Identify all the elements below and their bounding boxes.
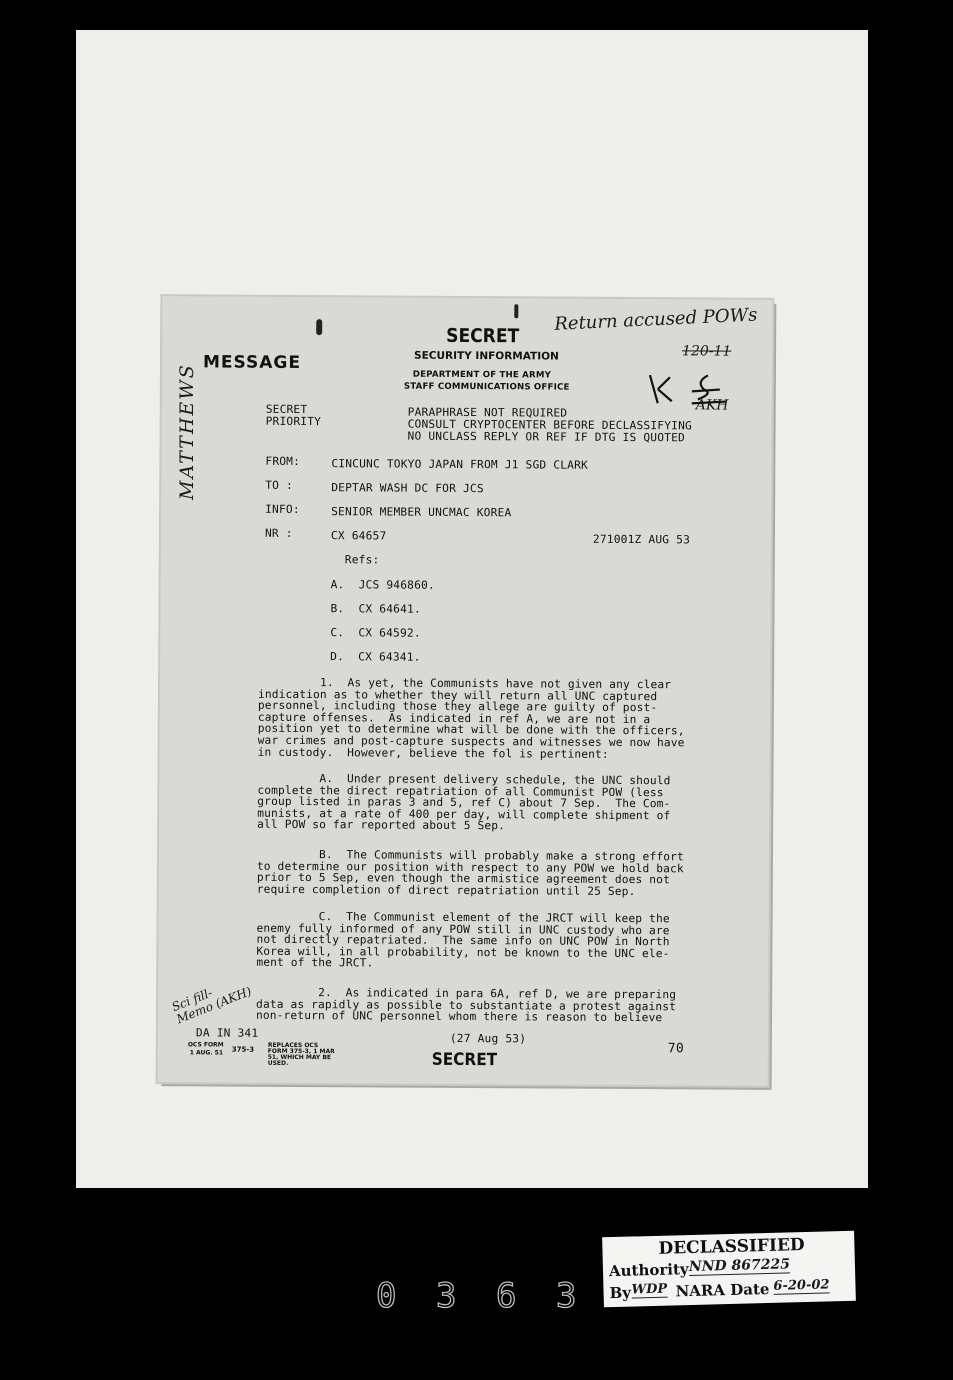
message-date: (27 Aug 53) — [449, 1031, 527, 1046]
da-in-number: DA IN 341 — [195, 1026, 259, 1040]
punch-hole — [316, 319, 322, 335]
ref-value: JCS 946860. — [358, 578, 435, 592]
handling-line-1: PARAPHRASE NOT REQUIRED — [407, 405, 568, 420]
declassification-stamp — [602, 1231, 856, 1308]
handwritten-note-top: Return accused POWs — [553, 304, 758, 335]
struck-number: 120-11 — [682, 343, 732, 360]
ref-letter: D. — [330, 650, 345, 664]
punch-hole — [514, 304, 518, 318]
ref-value: CX 64341. — [358, 650, 421, 664]
form-replaces: REPLACES OCS FORM 375-3, 1 MAR 51, WHICH MAY BE USED. — [267, 1041, 335, 1067]
department-name: DEPARTMENT OF THE ARMY — [412, 369, 552, 381]
frame-digit: 3 — [556, 1276, 577, 1316]
handwritten-initials: AKH — [695, 397, 729, 414]
from-value: CINCUNC TOKYO JAPAN FROM J1 SGD CLARK — [331, 457, 589, 472]
message-label: MESSAGE — [202, 352, 302, 373]
handling-line-2: CONSULT CRYPTOCENTER BEFORE DECLASSIFYING — [407, 417, 693, 433]
nr-value: CX 64657 — [330, 529, 387, 543]
authority-value: NND 867225 — [688, 1256, 791, 1276]
paragraph-1: 1. As yet, the Communists have not given any clear indication as to whether they will return all UNC captured personnel, including those they allege are guilty of post- capture offenses. As indicated in ref A, we are not in a position yet to determine what will be done with the officers, war crimes and post-capture suspects and witnesses we now have in custody. However, believe the fol is pertinent: — [257, 675, 685, 761]
handwritten-margin-name: MATTHEWS — [176, 363, 198, 500]
form-name: OCS FORM — [187, 1041, 224, 1049]
frame-digit: 6 — [496, 1276, 517, 1316]
form-date: 1 AUG. 51 — [189, 1049, 224, 1057]
refs-label: Refs: — [344, 553, 380, 567]
page-number: 70 — [667, 1041, 684, 1057]
ref-letter: B. — [330, 602, 345, 616]
date-time-group: 271001Z AUG 53 — [592, 532, 691, 547]
ref-value: CX 64592. — [358, 626, 421, 640]
to-label: TO : — [265, 478, 294, 492]
handwritten-note-bottom: Sci fill- Memo (AKH) — [169, 984, 254, 1027]
nara-date-value: 6-20-02 — [773, 1277, 830, 1294]
authority-label: Authority — [608, 1260, 689, 1281]
form-number: 375-3 — [231, 1045, 255, 1054]
ref-letter: A. — [330, 578, 345, 592]
to-value: DEPTAR WASH DC FOR JCS — [331, 481, 484, 496]
nara-date-label: NARA Date — [675, 1279, 770, 1301]
info-label: INFO: — [265, 502, 300, 516]
handling-line-3: NO UNCLASS REPLY OR REF IF DTG IS QUOTED — [407, 429, 686, 445]
by-label: By — [609, 1283, 632, 1303]
by-value: WDP — [631, 1281, 668, 1298]
handwritten-marks-icon — [644, 371, 734, 408]
classification: SECRET — [265, 402, 308, 417]
paragraph-c: C. The Communist element of the JRCT will keep the enemy fully informed of any POW still in UNC custody who are not directly repatriated. The same info on UNC POW in North Korea will, in all probability, not be known to the UNC ele- ment of the JRCT. — [256, 909, 670, 970]
paragraph-a: A. Under present delivery schedule, the UNC should complete the direct repatriation of all Communist POW (less group listed in paras 3 and 5, ref C) about 7 Sep. The Com- munists, at a rate of 400 per day, will complete shipment of all POW so far reported about 5 Sep. — [257, 771, 671, 833]
info-value: SENIOR MEMBER UNCMAC KOREA — [331, 505, 512, 520]
security-information: SECURITY INFORMATION — [414, 349, 559, 363]
office-name: STAFF COMMUNICATIONS OFFICE — [403, 381, 570, 393]
precedence: PRIORITY — [265, 414, 322, 429]
classification-top: SECRET — [446, 324, 520, 348]
ref-letter: C. — [330, 626, 345, 640]
declassified-title: DECLASSIFIED — [658, 1235, 805, 1259]
ref-value: CX 64641. — [358, 602, 421, 616]
message-form — [158, 296, 773, 1086]
nr-label: NR : — [264, 526, 293, 540]
paragraph-2: 2. As indicated in para 6A, ref D, we are preparing data as rapidly as possible to substantiate a protest against non-return of UNC personnel whom there is reason to believe — [255, 985, 677, 1025]
from-label: FROM: — [265, 454, 301, 468]
classification-bottom: SECRET — [431, 1049, 498, 1071]
frame-digit: 0 — [376, 1276, 397, 1316]
paragraph-b: B. The Communists will probably make a strong effort to determine our position with respect to any POW we hold back prior to 5 Sep, even though the armistice agreement does not require completion of direct repatriation until 25 Sep. — [256, 847, 684, 898]
frame-digit: 3 — [436, 1276, 457, 1316]
